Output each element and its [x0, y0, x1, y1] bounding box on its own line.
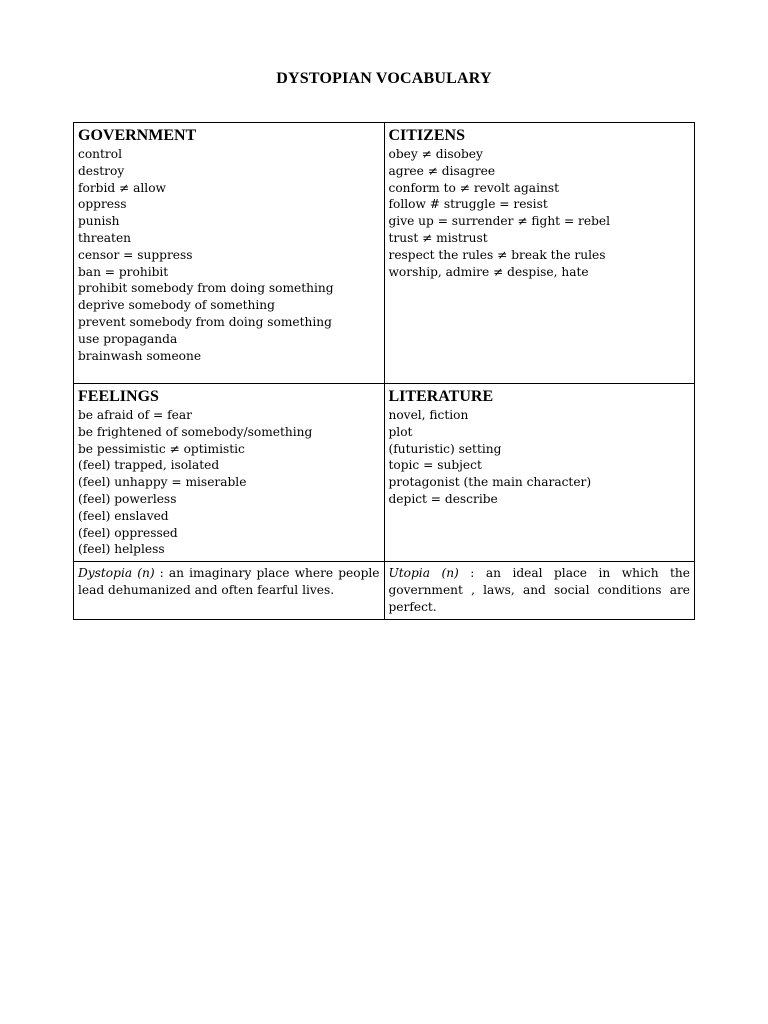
list-item: trust ≠ mistrust	[388, 230, 488, 245]
list-item: (feel) unhappy = miserable	[78, 475, 247, 490]
list-item: depict = describe	[388, 491, 498, 506]
government-heading: GOVERNMENT	[78, 127, 197, 144]
list-item: destroy	[78, 163, 125, 178]
list-item: brainwash someone	[78, 348, 202, 363]
feelings-heading: FEELINGS	[78, 388, 159, 405]
government-list	[78, 146, 380, 364]
list-item: prohibit somebody from doing something	[78, 281, 334, 296]
list-item: be afraid of = fear	[78, 408, 192, 422]
list-item: threaten	[78, 230, 132, 245]
list-item: be frightened of somebody/something	[78, 424, 313, 439]
list-item: (feel) trapped, isolated	[78, 458, 220, 473]
list-item: plot	[388, 424, 413, 439]
list-item: be pessimistic ≠ optimistic	[78, 441, 245, 456]
list-item: prevent somebody from doing something	[78, 314, 332, 329]
citizens-heading: CITIZENS	[388, 127, 465, 144]
dystopia-definition: : an imaginary place where people lead dehumanized and often fearful lives.	[78, 566, 380, 597]
vocabulary-table	[73, 122, 695, 620]
list-item: obey ≠ disobey	[388, 147, 483, 161]
list-item: conform to ≠ revolt against	[388, 180, 559, 195]
table-row	[74, 123, 695, 384]
list-item: follow # struggle = resist	[388, 197, 548, 212]
list-item: protagonist (the main character)	[388, 475, 592, 490]
feelings-cell	[74, 384, 385, 562]
list-item: topic = subject	[388, 458, 482, 473]
feelings-list	[78, 407, 380, 558]
list-item: use propaganda	[78, 331, 178, 346]
list-item: respect the rules ≠ break the rules	[388, 247, 606, 262]
list-item: punish	[78, 214, 120, 229]
list-item: (feel) enslaved	[78, 508, 169, 523]
table-row	[74, 384, 695, 562]
list-item: (futuristic) setting	[388, 441, 502, 456]
literature-heading: LITERATURE	[388, 388, 494, 405]
list-item: worship, admire ≠ despise, hate	[388, 264, 589, 279]
list-item: forbid ≠ allow	[78, 180, 166, 195]
government-cell	[74, 123, 385, 384]
list-item: (feel) oppressed	[78, 525, 178, 540]
list-item: oppress	[78, 197, 127, 212]
literature-cell	[384, 384, 695, 562]
utopia-definition-cell	[384, 562, 695, 619]
list-item: give up = surrender ≠ fight = rebel	[388, 214, 610, 229]
list-item: (feel) powerless	[78, 491, 177, 506]
citizens-cell	[384, 123, 695, 384]
list-item: ban = prohibit	[78, 264, 169, 279]
list-item: (feel) helpless	[78, 542, 165, 557]
utopia-definition: : an ideal place in which the government , laws, and social conditions are perfect.	[388, 566, 690, 614]
list-item: agree ≠ disagree	[388, 163, 496, 178]
list-item: deprive somebody of something	[78, 298, 275, 313]
utopia-term: Utopia (n)	[388, 566, 459, 581]
list-item: censor = suppress	[78, 247, 193, 262]
dystopia-definition-cell	[74, 562, 385, 619]
list-item: control	[78, 147, 122, 161]
page-title: DYSTOPIAN VOCABULARY	[276, 70, 492, 87]
citizens-list	[389, 146, 691, 280]
table-row	[74, 562, 695, 619]
dystopia-term: Dystopia (n)	[78, 566, 155, 581]
list-item: novel, fiction	[388, 408, 469, 422]
literature-list	[389, 407, 691, 508]
